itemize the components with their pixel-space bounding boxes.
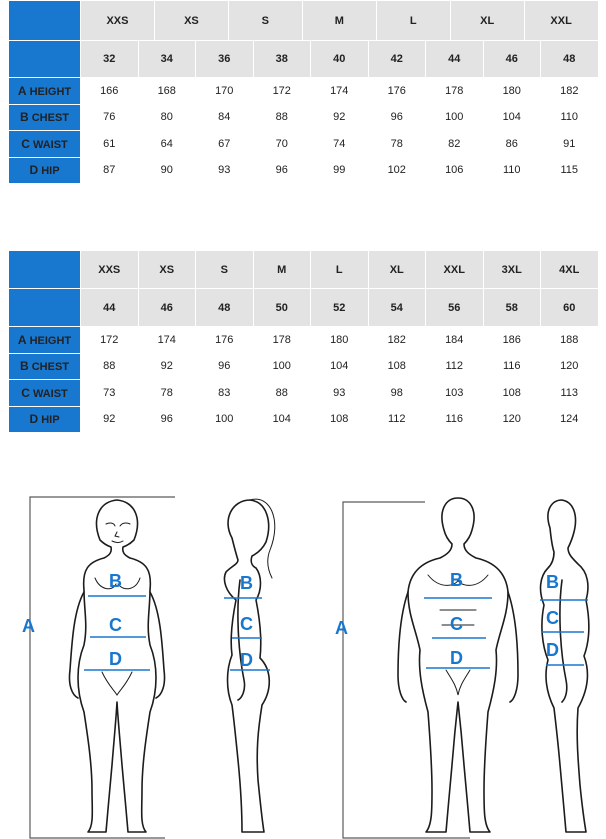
size-letter-row: [9, 1, 599, 41]
table-row: [9, 78, 599, 105]
table-row: [9, 157, 599, 184]
measurement-value: 73: [81, 380, 139, 407]
measurement-value: 174: [138, 327, 196, 354]
measurement-rows: [9, 78, 599, 184]
measurement-value: 174: [311, 78, 369, 105]
measurement-label: [9, 104, 81, 131]
measurement-value: 70: [253, 131, 311, 158]
measurement-value: 112: [426, 353, 484, 380]
table-row: [9, 380, 599, 407]
size-letter-row: [9, 251, 599, 289]
male-side-hip-label: D: [546, 640, 559, 660]
size-number-header: 46: [483, 41, 541, 78]
size-number-header: 32: [81, 41, 139, 78]
measurement-value: 96: [138, 406, 196, 433]
table-row: [9, 104, 599, 131]
size-letter-header: L: [377, 1, 451, 40]
table-row: [9, 406, 599, 433]
measurement-value: 78: [368, 131, 426, 158]
measurement-label: [9, 353, 81, 380]
size-letter-header: M: [253, 251, 311, 289]
measurement-name: WAIST: [32, 138, 68, 151]
measurement-value: 96: [253, 157, 311, 184]
measurement-value: 100: [426, 104, 484, 131]
size-table-1: [8, 0, 599, 184]
male-front-figure: [398, 498, 518, 832]
table-corner: [9, 289, 81, 327]
table-corner: [9, 251, 81, 289]
measurement-value: 112: [368, 406, 426, 433]
measurement-value: 186: [483, 327, 541, 354]
measurement-letter: C: [21, 136, 30, 151]
measurement-value: 166: [81, 78, 139, 105]
measurement-value: 100: [253, 353, 311, 380]
female-front-figure: [69, 500, 164, 832]
size-number-header: 52: [311, 289, 369, 327]
male-hip-label: D: [450, 648, 463, 668]
measurement-value: 178: [426, 78, 484, 105]
size-letter-header: S: [229, 1, 303, 40]
measurement-value: 96: [196, 353, 254, 380]
measurement-value: 87: [81, 157, 139, 184]
size-number-header: 42: [368, 41, 426, 78]
male-side-chest-label: B: [546, 572, 559, 592]
size-letter-header: XL: [368, 251, 426, 289]
measurement-value: 110: [483, 157, 541, 184]
measurement-value: 61: [81, 131, 139, 158]
measurement-value: 104: [311, 353, 369, 380]
measurement-value: 176: [368, 78, 426, 105]
size-letter-header: XS: [138, 251, 196, 289]
female-chest-label: B: [109, 571, 122, 591]
measurement-letter: B: [19, 110, 29, 125]
measurement-value: 103: [426, 380, 484, 407]
measurement-name: HIP: [41, 165, 60, 178]
measurement-value: 178: [253, 327, 311, 354]
measurement-letter: A: [17, 83, 27, 98]
measurement-value: 110: [541, 104, 599, 131]
measurement-value: 91: [541, 131, 599, 158]
measurement-value: 92: [138, 353, 196, 380]
table-row: [9, 131, 599, 158]
size-letter-header: XS: [155, 1, 229, 40]
measurement-letter: D: [29, 163, 39, 178]
measurement-name: HEIGHT: [29, 334, 72, 347]
size-number-header: 48: [541, 41, 599, 78]
measurement-rows: [9, 327, 599, 433]
measurement-value: 108: [311, 406, 369, 433]
size-number-row: [9, 41, 599, 78]
size-letter-header: S: [196, 251, 254, 289]
female-side-chest-label: B: [240, 573, 253, 593]
body-measurement-diagram: [0, 480, 606, 839]
size-number-header: 38: [253, 41, 311, 78]
female-height-frame: [30, 497, 175, 838]
measurement-value: 120: [483, 406, 541, 433]
size-letter-header: XXL: [550, 14, 572, 27]
size-number-header: 56: [426, 289, 484, 327]
measurement-value: 88: [81, 353, 139, 380]
measurement-value: 93: [196, 157, 254, 184]
measurement-value: 96: [368, 104, 426, 131]
size-letter-header: L: [311, 251, 369, 289]
measurement-value: 82: [426, 131, 484, 158]
measurement-value: 184: [426, 327, 484, 354]
measurement-name: HIP: [41, 414, 60, 427]
size-number-header: 60: [541, 289, 599, 327]
measurement-value: 172: [253, 78, 311, 105]
measurement-name: WAIST: [32, 387, 68, 400]
size-letter-header: 4XL: [541, 251, 599, 289]
measurement-value: 102: [368, 157, 426, 184]
measurement-value: 116: [483, 353, 541, 380]
measurement-value: 86: [483, 131, 541, 158]
measurement-label: [9, 78, 81, 105]
female-hip-label: D: [109, 649, 122, 669]
measurement-value: 78: [138, 380, 196, 407]
measurement-value: 188: [541, 327, 599, 354]
size-table-2: [8, 250, 599, 433]
size-letter-header: XXS: [81, 1, 155, 40]
measurement-value: 113: [541, 380, 599, 407]
measurement-value: 108: [368, 353, 426, 380]
measurement-label: [9, 380, 81, 407]
measurement-label: [9, 157, 81, 184]
measurement-value: 100: [196, 406, 254, 433]
measurement-value: 104: [483, 104, 541, 131]
size-number-header: 34: [138, 41, 196, 78]
table-row: [9, 353, 599, 380]
male-height-label: A: [335, 618, 348, 638]
size-number-header: 58: [483, 289, 541, 327]
measurement-value: 116: [426, 406, 484, 433]
size-letter-header: XL: [451, 1, 525, 40]
measurement-letter: B: [19, 359, 29, 374]
size-number-header: 50: [253, 289, 311, 327]
measurement-value: 99: [311, 157, 369, 184]
table-corner: [9, 1, 81, 41]
measurement-value: 67: [196, 131, 254, 158]
measurement-value: 88: [253, 380, 311, 407]
size-number-header: 54: [368, 289, 426, 327]
measurement-value: 84: [196, 104, 254, 131]
measurement-value: 92: [311, 104, 369, 131]
measurement-value: 176: [196, 327, 254, 354]
size-number-header: 44: [426, 41, 484, 78]
table-corner: [9, 41, 81, 78]
measurement-value: 83: [196, 380, 254, 407]
measurement-value: 172: [81, 327, 139, 354]
measurement-value: 170: [196, 78, 254, 105]
measurement-value: 88: [253, 104, 311, 131]
measurement-label: [9, 327, 81, 354]
measurement-letter: D: [29, 412, 39, 427]
measurement-value: 182: [368, 327, 426, 354]
measurement-label: [9, 131, 81, 158]
measurement-value: 90: [138, 157, 196, 184]
female-side-hip-label: D: [240, 650, 253, 670]
measurement-value: 80: [138, 104, 196, 131]
measurement-value: 180: [311, 327, 369, 354]
measurement-value: 108: [483, 380, 541, 407]
measurement-value: 98: [368, 380, 426, 407]
measurement-label: [9, 406, 81, 433]
measurement-name: CHEST: [31, 112, 69, 125]
size-letter-header: M: [303, 1, 377, 40]
measurement-value: 92: [81, 406, 139, 433]
measurement-value: 168: [138, 78, 196, 105]
measurement-value: 104: [253, 406, 311, 433]
female-side-figure: [224, 499, 275, 832]
measurement-value: 76: [81, 104, 139, 131]
male-side-waist-label: C: [546, 608, 559, 628]
measurement-name: CHEST: [31, 361, 69, 374]
measurement-value: 64: [138, 131, 196, 158]
size-number-header: 36: [196, 41, 254, 78]
table-row: [9, 327, 599, 354]
measurement-value: 180: [483, 78, 541, 105]
size-number-header: 44: [81, 289, 139, 327]
measurement-value: 124: [541, 406, 599, 433]
size-number-row: [9, 289, 599, 327]
male-chest-label: B: [450, 570, 463, 590]
size-letter-header: XXL: [426, 251, 484, 289]
measurement-value: 120: [541, 353, 599, 380]
male-side-figure: [540, 500, 589, 832]
measurement-value: 106: [426, 157, 484, 184]
female-height-label: A: [22, 616, 35, 636]
measurement-letter: C: [21, 385, 30, 400]
female-waist-label: C: [109, 615, 122, 635]
male-waist-label: C: [450, 614, 463, 634]
size-number-header: 46: [138, 289, 196, 327]
measurement-name: HEIGHT: [29, 85, 72, 98]
female-side-waist-label: C: [240, 614, 253, 634]
measurement-value: 74: [311, 131, 369, 158]
size-letter-header: 3XL: [483, 251, 541, 289]
size-letter-header: XXS: [81, 251, 139, 289]
measurement-letter: A: [17, 332, 27, 347]
measurement-value: 93: [311, 380, 369, 407]
measurement-value: 115: [541, 157, 599, 184]
size-number-header: 48: [196, 289, 254, 327]
size-number-header: 40: [311, 41, 369, 78]
measurement-value: 182: [541, 78, 599, 105]
male-height-frame: [343, 502, 470, 838]
